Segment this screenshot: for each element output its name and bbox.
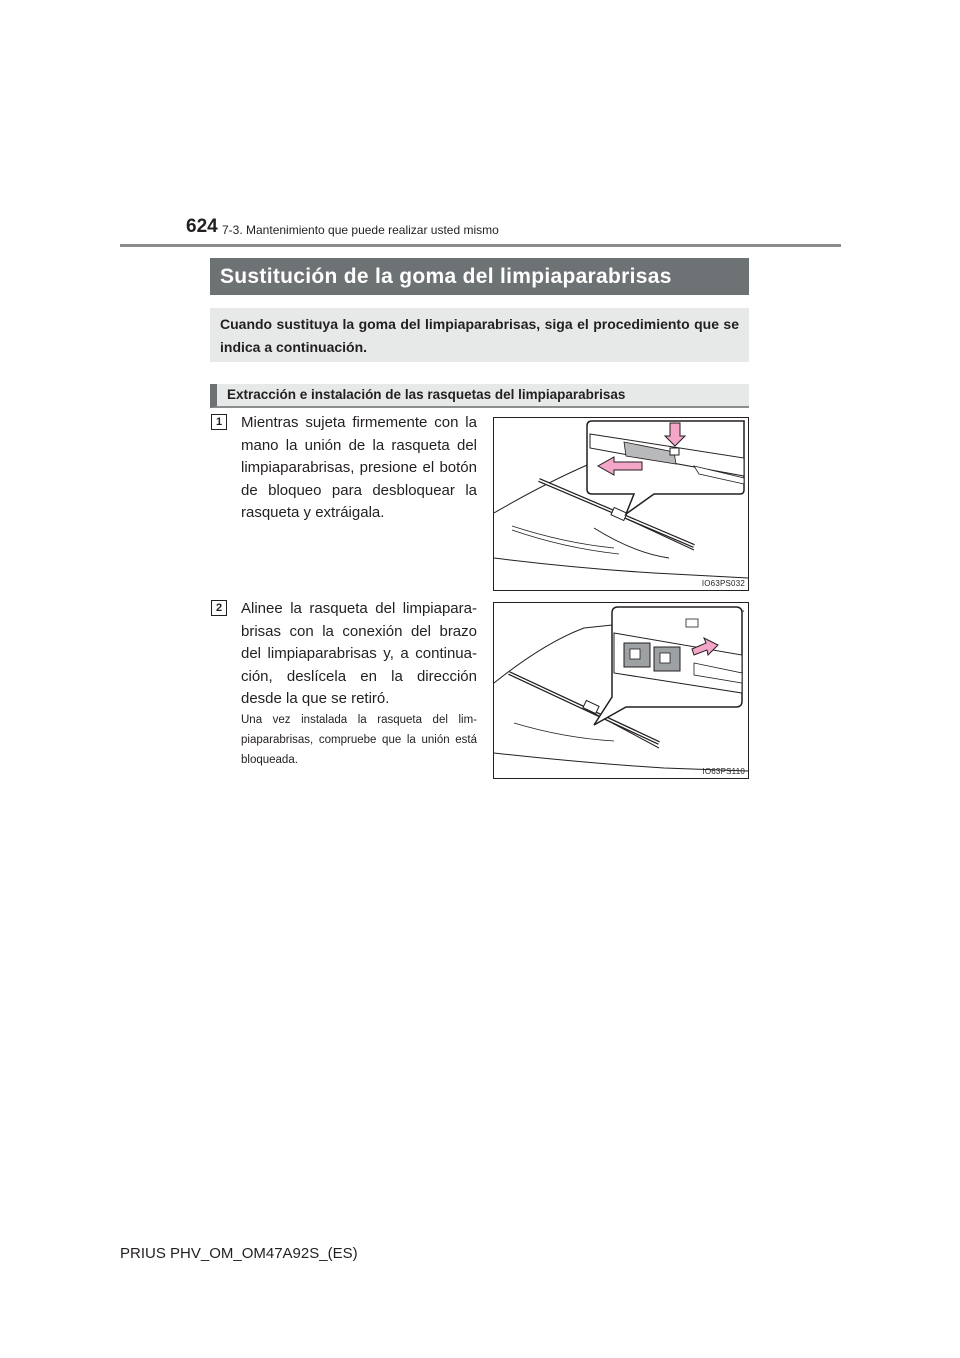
document-footer: PRIUS PHV_OM_OM47A92S_(ES) bbox=[120, 1245, 358, 1262]
figure-step-1 bbox=[493, 417, 749, 591]
intro-text: Cuando sustituya la goma del limpiaparabrisas, siga el procedimiento que se indica a continuación. bbox=[210, 308, 749, 362]
section-reference: 7-3. Mantenimiento que puede realizar usted mismo bbox=[222, 223, 499, 237]
wiper-blade-installation-illustration bbox=[494, 603, 748, 778]
step-2-note: Una vez instalada la rasqueta del limpiaparabrisas, compruebe que la unión está bloqueada. bbox=[241, 714, 477, 766]
wiper-blade-removal-illustration bbox=[494, 418, 748, 590]
figure-code-1: IO63PS032 bbox=[701, 579, 745, 588]
page-title: Sustitución de la goma del limpiaparabrisas bbox=[210, 258, 749, 295]
step-number-2: 2 bbox=[211, 600, 227, 616]
figure-code-2: IO63PS110 bbox=[702, 767, 745, 776]
step-number-1: 1 bbox=[211, 414, 227, 430]
step-2-text: Alinee la rasqueta del limpiaparabrisas con la conexión del brazo del limpiaparabrisas y, a continuación, deslícela en la dirección desde la que se retiró. bbox=[241, 600, 477, 707]
figure-step-2 bbox=[493, 602, 749, 779]
subheading: Extracción e instalación de las rasquetas del limpiaparabrisas bbox=[210, 384, 749, 408]
page-number: 624 bbox=[186, 216, 218, 237]
header-divider bbox=[120, 244, 841, 247]
step-1-text: Mientras sujeta firmemente con la mano la unión de la rasqueta del limpiaparabrisas, presione el botón de bloqueo para desbloquear la rasqueta y extráigala. bbox=[241, 414, 477, 521]
